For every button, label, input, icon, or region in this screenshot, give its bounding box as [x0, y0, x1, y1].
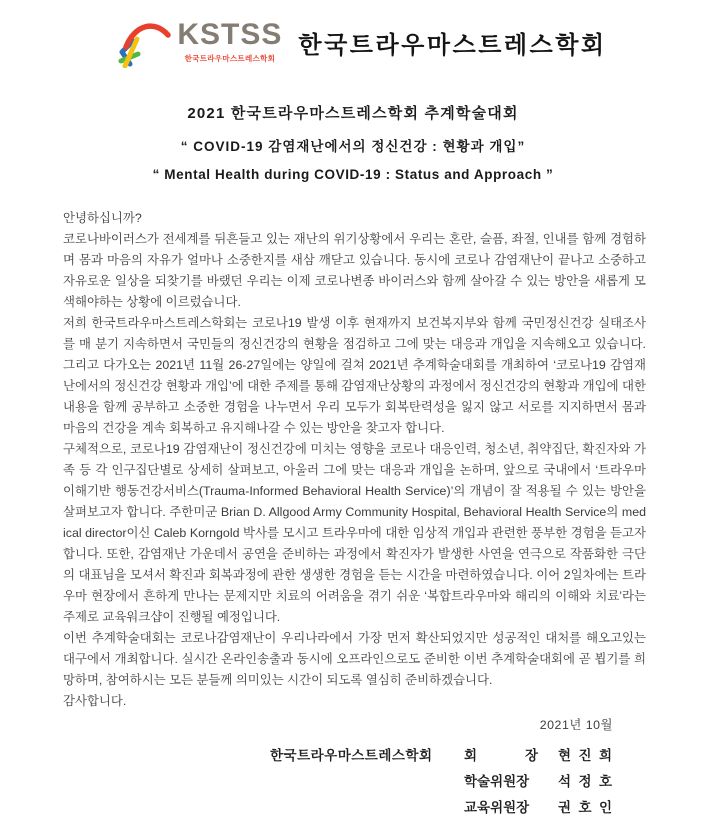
paragraph-4: 이번 추계학술대회는 코로나감염재난이 우리나라에서 가장 먼저 확산되었지만 성공적인 대처를 해오고있는 대구에서 개최합니다. 실시간 온라인송출과 동시에 오프라인으로도 준비한 이번 추계학술대회에 곧 뵙기를 희망하며, 참여하시는 모든 분들께 의미있는 시간이 되도록 열심히 준비하겠습니다. [63, 631, 646, 687]
logo-subtext: 한국트라우마스트레스학회 [184, 54, 276, 63]
signature-row-education-chair [270, 796, 612, 816]
kstss-logo [117, 16, 282, 68]
signature-block [0, 744, 706, 816]
signature-role-name: 석 정 호 [558, 774, 612, 789]
signature-role-title: 학술위원장 [464, 774, 530, 789]
closing-line: 감사합니다. [63, 694, 127, 708]
letter-body [63, 208, 646, 712]
conference-title-block [0, 102, 706, 182]
signature-organization: 한국트라우마스트레스학회 [270, 748, 433, 763]
logo-acronym: KSTSS [177, 18, 283, 51]
paragraph-2: 저희 한국트라우마스트레스학회는 코로나19 발생 이후 현재까지 보건복지부와 함께 국민정신건강 실태조사를 매 분기 지속하면서 국민들의 정신건강의 현황을 점검하고 그에 맞는 대응과 개입을 지속해오고 있습니다. 그리고 다가오는 2021년 11월 26-27일에는 양일에 걸쳐 2021년 추계학술대회를 개최하여 ‘코로나19 감염재난에서의 정신건강 현황과 개입’에 대한 주제를 통해 감염재난상황의 과정에서 정신건강의 현황과 개입에 대한 내용을 함께 공부하고 소중한 경험을 나누면서 우리 모두가 회복탄력성을 잃지 않고 서로를 지지하면서 몸과 마음의 건강을 계속 회복하고 유지해나갈 수 있는 방안을 찾고자 합니다. [63, 316, 646, 435]
paragraph-3: 구체적으로, 코로나19 감염재난이 정신건강에 미치는 영향을 코로나 대응인력, 청소년, 취약집단, 확진자와 가족 등 각 인구집단별로 상세히 살펴보고, 아울러 그에 맞는 대응과 개입을 논하며, 앞으로 국내에서 ‘트라우마 이해기반 행동건강서비스(Trauma-Informed Behavioral Health Service)’의 개념이 잘 적용될 수 있는 방안을 살펴보고자 합니다. 주한미군 Brian D. Allgood Army Community Hospital, Behavioral Health Service의 medical director이신 Caleb Korngold 박사를 모시고 트라우마에 대한 임상적 개입과 관련한 풍부한 경험을 듣고자 합니다. 또한, 감염재난 가운데서 공연을 준비하는 과정에서 확진자가 발생한 사연을 연극으로 작품화한 극단의 대표님을 모셔서 확진과 회복과정에 관한 생생한 경험을 듣는 시간을 마련하였습니다. 이어 2일차에는 트라우마 현장에서 흔하게 만나는 문제지만 치료의 어려움을 겪기 쉬운 ‘복합트라우마와 해리의 이해와 치료’라는 주제로 교육워크샵이 진행될 예정입니다. [63, 442, 646, 624]
logo-text-column [177, 20, 282, 64]
signature-row-academic-chair [270, 770, 612, 790]
paragraph-1: 코로나바이러스가 전세계를 뒤흔들고 있는 재난의 위기상황에서 우리는 혼란, 슬픔, 좌절, 인내를 함께 경험하며 몸과 마음의 자유가 얼마나 소중한지를 새삼 깨닫고 있습니다. 동시에 코로나 감염재난이 끝나고 소중하고 자유로운 일상을 되찾기를 바랬던 우리는 이제 코로나변종 바이러스와 함께 살아갈 수 있는 방안을 새롭게 모색해야하는 상황에 이르렀습니다. [63, 232, 646, 309]
conference-title-korean: 2021 한국트라우마스트레스학회 추계학술대회 [187, 105, 519, 122]
signature-row-president [270, 744, 612, 764]
conference-subtitle-english: “ Mental Health during COVID-19 : Status and Approach ” [152, 167, 554, 182]
signature-role-title: 회 장 [464, 748, 538, 763]
greeting-line: 안녕하십니까? [63, 211, 142, 225]
kstss-logo-icon [117, 16, 173, 68]
date-line: 2021년 10월 [539, 718, 613, 732]
signature-role-title: 교육위원장 [464, 800, 530, 815]
organization-title: 한국트라우마스트레스학회 [298, 31, 607, 59]
signature-role-name: 권 호 인 [558, 800, 612, 815]
letterhead [18, 0, 706, 68]
signature-role-name: 현 진 희 [558, 748, 612, 763]
conference-subtitle-korean: “ COVID-19 감염재난에서의 정신건강 : 현황과 개입” [180, 139, 526, 154]
